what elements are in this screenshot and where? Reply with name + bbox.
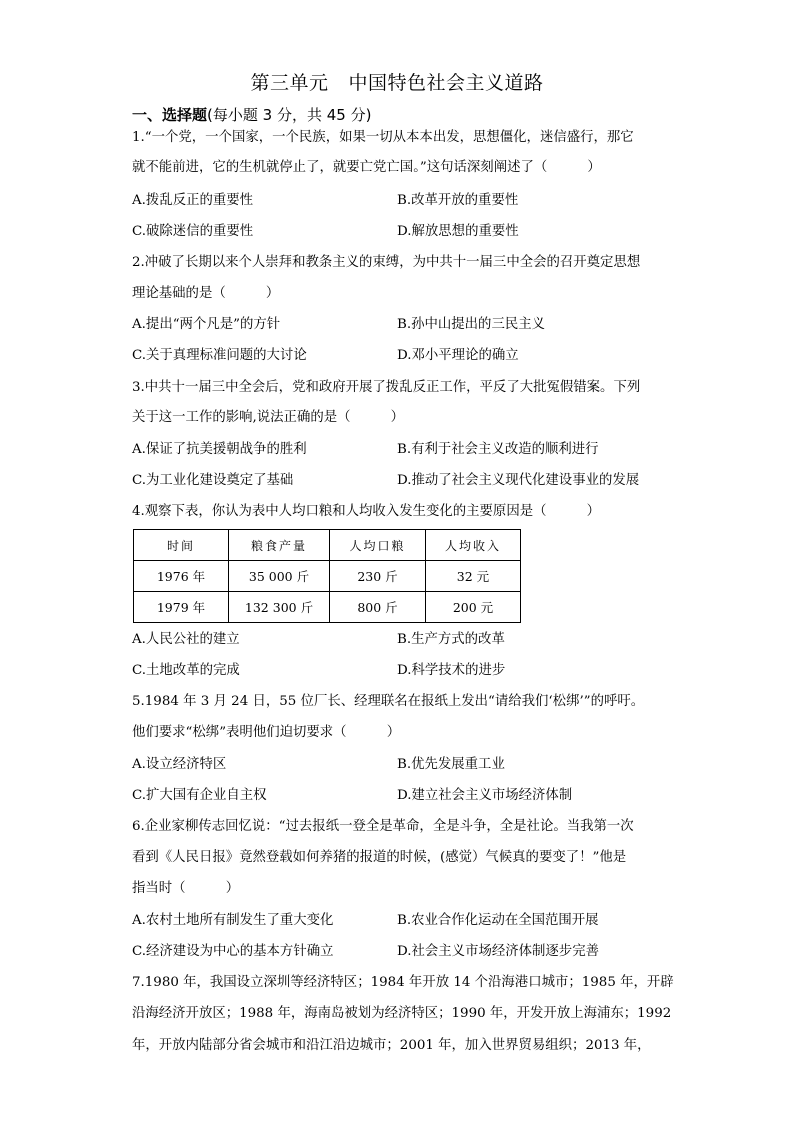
- table-cell: 32 元: [426, 561, 521, 592]
- unit-title: 中国特色社会主义道路: [348, 72, 544, 94]
- table-cell: 35 000 斤: [229, 561, 330, 592]
- data-table: [133, 529, 521, 623]
- unit-label: 第三单元: [250, 72, 329, 94]
- q3-option-b[interactable]: B.有利于社会主义改造的顺利进行: [397, 442, 599, 457]
- q6-option-b[interactable]: B.农业合作化运动在全国范围开展: [397, 913, 599, 928]
- q6-option-c[interactable]: C.经济建设为中心的基本方针确立: [132, 944, 334, 959]
- q5-option-a[interactable]: A.设立经济特区: [132, 757, 227, 772]
- table-row: [134, 592, 521, 623]
- q3-option-c[interactable]: C.为工业化建设奠定了基础: [132, 473, 294, 488]
- q1-option-c[interactable]: C.破除迷信的重要性: [132, 224, 254, 239]
- table-header-cell: 人均口粮: [330, 530, 426, 561]
- q1-stem-line-2: 就不能前进，它的生机就停止了，就要亡党亡国。”这句话深刻阐述了（ ）: [132, 160, 601, 175]
- q3-stem-line-1: 3.中共十一届三中全会后，党和政府开展了拨乱反正工作，平反了大批冤假错案。下列: [132, 380, 641, 395]
- q3-option-a[interactable]: A.保证了抗美援朝战争的胜利: [132, 442, 307, 457]
- table-cell: 200 元: [426, 592, 521, 623]
- q3-option-d[interactable]: D.推动了社会主义现代化建设事业的发展: [397, 473, 640, 488]
- q2-option-a[interactable]: A.提出“两个凡是”的方针: [132, 317, 281, 332]
- q6-stem-line-3: 指当时（ ）: [132, 881, 240, 896]
- page-title: [0, 68, 794, 95]
- table-cell: 1976 年: [134, 561, 229, 592]
- q1-option-b[interactable]: B.改革开放的重要性: [397, 193, 519, 208]
- q5-option-b[interactable]: B.优先发展重工业: [397, 757, 505, 772]
- q1-stem-line-1: 1.“一个党，一个国家，一个民族，如果一切从本本出发，思想僵化，迷信盛行，那它: [132, 130, 634, 145]
- section-label: 一、选择题: [132, 106, 208, 124]
- q4-option-c[interactable]: C.土地改革的完成: [132, 663, 240, 678]
- table-cell: 230 斤: [330, 561, 426, 592]
- table-header-row: [134, 530, 521, 561]
- section-heading: [132, 104, 371, 125]
- q2-option-b[interactable]: B.孙中山提出的三民主义: [397, 317, 546, 332]
- table-row: [134, 561, 521, 592]
- q7-stem-line-1: 7.1980 年，我国设立深圳等经济特区；1984 年开放 14 个沿海港口城市；1985 年，开辟: [132, 975, 674, 990]
- section-note: (每小题 3 分，共 45 分): [207, 106, 372, 124]
- q7-stem-line-3: 年，开放内陆部分省会城市和沿江沿边城市；2001 年，加入世界贸易组织；2013 年，: [132, 1038, 651, 1053]
- q6-stem-line-1: 6.企业家柳传志回忆说：“过去报纸一登全是革命，全是斗争，全是社论。当我第一次: [132, 819, 634, 834]
- q2-stem-line-1: 2.冲破了长期以来个人崇拜和教条主义的束缚，为中共十一届三中全会的召开奠定思想: [132, 255, 641, 270]
- q4-option-a[interactable]: A.人民公社的建立: [132, 632, 240, 647]
- q3-stem-line-2: 关于这一工作的影响,说法正确的是（ ）: [132, 410, 405, 425]
- q1-option-a[interactable]: A.拨乱反正的重要性: [132, 193, 254, 208]
- q6-option-d[interactable]: D.社会主义市场经济体制逐步完善: [397, 944, 599, 959]
- table-cell: 132 300 斤: [229, 592, 330, 623]
- q4-stem-line-1: 4.观察下表，你认为表中人均口粮和人均收入发生变化的主要原因是（ ）: [132, 504, 601, 519]
- q7-stem-line-2: 沿海经济开放区；1988 年，海南岛被划为经济特区；1990 年，开发开放上海浦东；1992: [132, 1006, 672, 1021]
- q2-option-d[interactable]: D.邓小平理论的确立: [397, 348, 519, 363]
- q6-stem-line-2: 看到《人民日报》竟然登载如何养猪的报道的时候，(感觉）气候真的要变了！”他是: [132, 850, 627, 865]
- q5-option-d[interactable]: D.建立社会主义市场经济体制: [397, 788, 573, 803]
- q5-stem-line-2: 他们要求“松绑”表明他们迫切要求（ ）: [132, 725, 401, 740]
- table-cell: 1979 年: [134, 592, 229, 623]
- q5-option-c[interactable]: C.扩大国有企业自主权: [132, 788, 267, 803]
- q2-stem-line-2: 理论基础的是（ ）: [132, 286, 280, 301]
- table-header-cell: 人均收入: [426, 530, 521, 561]
- q4-option-d[interactable]: D.科学技术的进步: [397, 663, 506, 678]
- q1-option-d[interactable]: D.解放思想的重要性: [397, 224, 519, 239]
- table-header-cell: 粮食产量: [229, 530, 330, 561]
- q6-option-a[interactable]: A.农村土地所有制发生了重大变化: [132, 913, 334, 928]
- q4-option-b[interactable]: B.生产方式的改革: [397, 632, 505, 647]
- q2-option-c[interactable]: C.关于真理标准问题的大讨论: [132, 348, 307, 363]
- table-header-cell: 时间: [134, 530, 229, 561]
- q5-stem-line-1: 5.1984 年 3 月 24 日，55 位厂长、经理联名在报纸上发出“请给我们‘松绑’”的呼吁。: [132, 694, 645, 709]
- table-cell: 800 斤: [330, 592, 426, 623]
